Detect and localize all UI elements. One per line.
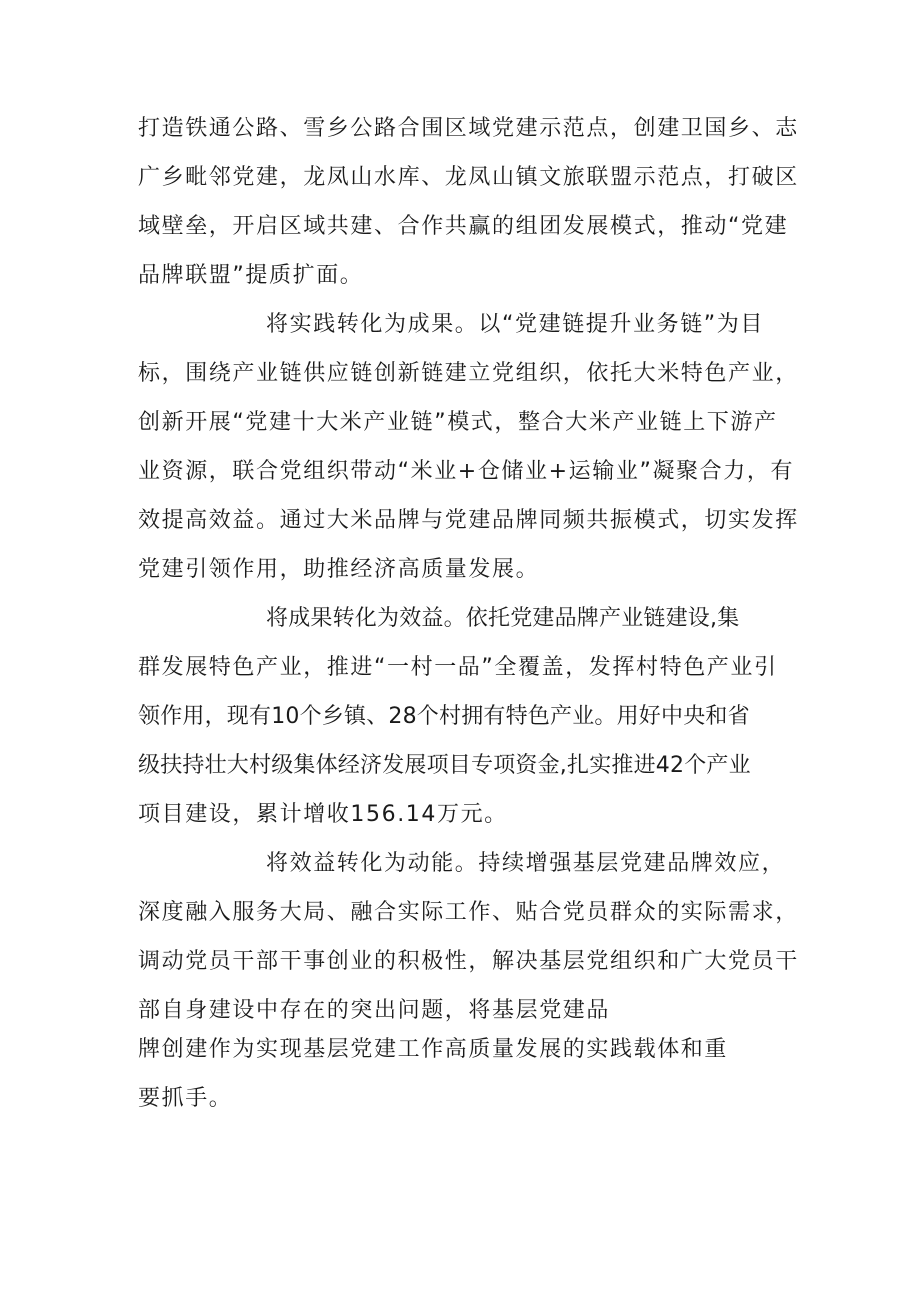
paragraph-4-line-2: 深度融入服务大局、融合实际工作、贴合党员群众的实际需求， — [138, 900, 799, 925]
paragraph-4-line-3: 调动党员干部干事创业的积极性，解决基层党组织和广大党员干 — [138, 949, 799, 974]
paragraph-1-line-4: 品牌联盟”提质扩面。 — [138, 263, 364, 288]
paragraph-4-line-4: 部自身建设中存在的突出问题，将基层党建品 — [138, 998, 611, 1023]
paragraph-4-line-5: 牌创建作为实现基层党建工作高质量发展的实践载体和重 — [138, 1037, 729, 1062]
paragraph-2-line-5: 效提高效益。通过大米品牌与党建品牌同频共振模式，切实发挥 — [138, 508, 799, 533]
paragraph-2-line-2: 标，围绕产业链供应链创新链建立党组织，依托大米特色产业， — [138, 361, 799, 386]
paragraph-3-line-2: 群发展特色产业，推进“一村一品”全覆盖，发挥村特色产业引 — [138, 655, 778, 680]
paragraph-2-line-3: 创新开展“党建十大米产业链”模式，整合大米产业链上下游产 — [138, 410, 778, 435]
paragraph-2-line-6: 党建引领作用，助推经济高质量发展。 — [138, 557, 540, 582]
paragraph-1-line-2: 广乡毗邻党建，龙凤山水库、龙凤山镇文旅联盟示范点，打破区 — [138, 165, 799, 190]
paragraph-1-line-3: 域壁垒，开启区域共建、合作共赢的组团发展模式，推动“党建 — [138, 214, 789, 239]
paragraph-4-line-1: 将效益转化为动能。持续增强基层党建品牌效应， — [266, 851, 786, 876]
paragraph-4-line-6: 要抓手。 — [138, 1086, 233, 1111]
paragraph-3-line-3: 领作用，现有10个乡镇、28个村拥有特色产业。用好中央和省 — [138, 704, 750, 729]
paragraph-1-line-1: 打造铁通公路、雪乡公路合围区域党建示范点，创建卫国乡、志 — [138, 116, 799, 141]
paragraph-3-line-5: 项目建设，累计增收156.14万元。 — [138, 802, 508, 827]
paragraph-2-line-1: 将实践转化为成果。以“党建链提升业务链”为目 — [266, 312, 764, 337]
paragraph-3-line-1: 将成果转化为效益。依托党建品牌产业链建设,集 — [266, 606, 740, 631]
paragraph-3-line-4: 级扶持壮大村级集体经济发展项目专项资金,扎实推进42个产业 — [138, 753, 751, 778]
paragraph-2-line-4: 业资源，联合党组织带动“米业+仓储业+运输业”凝聚合力，有 — [138, 459, 795, 484]
